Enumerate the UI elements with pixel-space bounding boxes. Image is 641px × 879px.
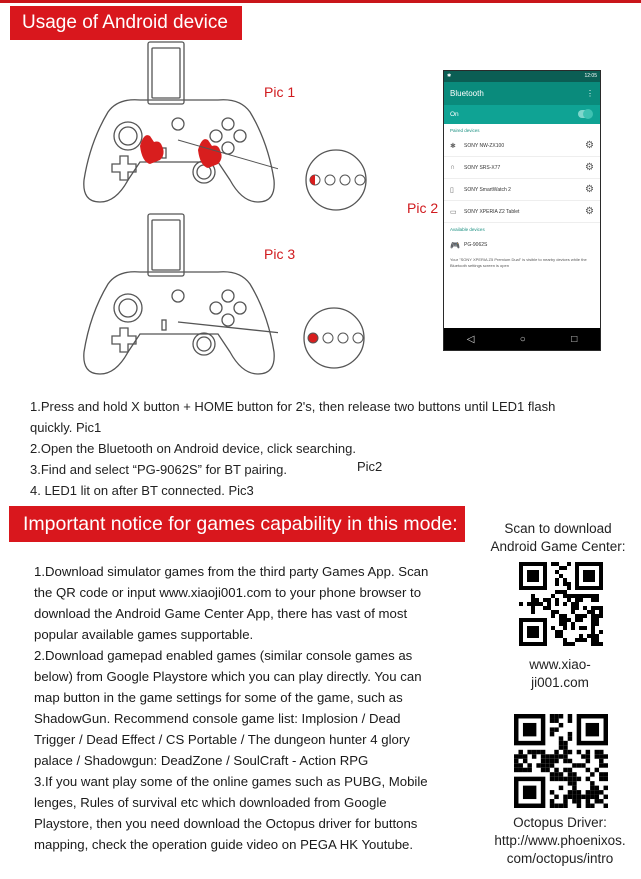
gear-icon[interactable]: ⚙: [585, 206, 594, 217]
notice-line: ShadowGun. Recommend console game list: Implosion / Dead: [34, 711, 401, 726]
octopus-line: com/octopus/intro: [506, 851, 614, 866]
qr-code-octopus-driver: [514, 714, 608, 808]
available-device-row[interactable]: [444, 234, 600, 256]
recents-icon[interactable]: □: [571, 333, 578, 345]
paired-device-name: SONY SRS-X77: [464, 164, 501, 171]
available-devices-header: Available devices: [450, 227, 485, 232]
qr-code-game-center: [519, 562, 603, 646]
usage-banner: Usage of Android device: [10, 6, 242, 40]
available-device-name: PG-9062S: [464, 242, 488, 248]
top-rule: [0, 0, 641, 3]
pic1-label: Pic 1: [264, 84, 296, 100]
notice-line: palace / Shadowgun: DeadZone / SoulCraft - Action RPG: [34, 753, 369, 768]
notice-line: Playstore, then you need download the Octopus driver for buttons: [34, 816, 418, 831]
octopus-line: http://www.phoenixos.: [494, 833, 626, 848]
pairing-instructions: [30, 396, 556, 501]
notice-line: map button in the game settings for some of the game, such as: [34, 690, 403, 705]
instruction-line: 2.Open the Bluetooth on Android device, click searching.: [30, 441, 356, 456]
visibility-note: Your "SONY XPERIA Z5 Premium Dual" is visible to nearby devices while the Bluetooth settings screen is open: [450, 257, 587, 268]
gear-icon[interactable]: ⚙: [585, 162, 594, 173]
gamepad-image-pic1: [78, 40, 278, 210]
android-bluetooth-screen: [443, 70, 601, 351]
url-line: ji001.com: [531, 675, 589, 690]
gear-icon[interactable]: ⚙: [585, 184, 594, 195]
bluetooth-on-label: On: [450, 111, 459, 118]
paired-device-row[interactable]: [444, 157, 600, 179]
bluetooth-toggle-row[interactable]: [444, 105, 600, 124]
tablet-icon: ▭: [450, 208, 457, 216]
watch-icon: ▯: [450, 186, 454, 194]
scan-caption: [478, 520, 638, 556]
scan-caption-line: Scan to download: [504, 521, 612, 536]
pic3-label: Pic 3: [264, 246, 296, 262]
notice-line: below) from Google Playstore which you can play directly. You can: [34, 669, 422, 684]
game-center-url: [500, 656, 620, 692]
gamepad-icon: 🎮: [450, 240, 460, 250]
bluetooth-icon: ✱: [450, 142, 456, 150]
led-indicator-pic1: [300, 148, 372, 212]
instruction-line: quickly. Pic1: [30, 420, 102, 435]
gear-icon[interactable]: ⚙: [585, 140, 594, 151]
bluetooth-status-icon: ✱: [447, 73, 452, 79]
overflow-menu-icon[interactable]: ⋮: [586, 89, 594, 98]
paired-device-name: SONY SmartWatch 2: [464, 186, 511, 193]
octopus-driver-caption: [480, 814, 640, 868]
games-notice-body: [34, 561, 459, 855]
paired-device-name: SONY XPERIA Z2 Tablet: [464, 208, 520, 215]
bluetooth-toggle-switch[interactable]: [578, 110, 592, 118]
notice-line: 2.Download gamepad enabled games (similar console games as: [34, 648, 413, 663]
octopus-line: Octopus Driver:: [513, 815, 607, 830]
paired-device-row[interactable]: [444, 135, 600, 157]
home-icon[interactable]: ○: [519, 333, 526, 345]
paired-device-row[interactable]: [444, 201, 600, 223]
phone-app-title: Bluetooth: [450, 89, 484, 98]
phone-clock: 12:05: [584, 73, 597, 79]
phone-status-bar: [444, 71, 600, 82]
notice-line: download the Android Game Center App, there has vast of most: [34, 606, 408, 621]
notice-line: lenges, Rules of survival etc which downloaded from Google: [34, 795, 387, 810]
back-icon[interactable]: ◁: [466, 333, 475, 345]
notice-line: popular available games supportable.: [34, 627, 254, 642]
notice-line: 3.If you want play some of the online games such as PUBG, Mobile: [34, 774, 428, 789]
led-indicator-pic3: [298, 306, 370, 370]
notice-line: the QR code or input www.xiaoji001.com to your phone browser to: [34, 585, 422, 600]
paired-device-row[interactable]: [444, 179, 600, 201]
url-line: www.xiao-: [529, 657, 591, 672]
notice-line: mapping, check the operation guide video on PEGA HK Youtube.: [34, 837, 414, 852]
headphones-icon: ∩: [450, 164, 456, 171]
notice-banner: Important notice for games capability in this mode:: [9, 506, 465, 542]
paired-devices-header: Paired devices: [450, 128, 480, 133]
phone-app-bar: [444, 82, 600, 105]
gamepad-image-pic3: [78, 212, 278, 382]
scan-caption-line: Android Game Center:: [490, 539, 626, 554]
instruction-line: 3.Find and select “PG-9062S” for BT pairing.: [30, 462, 287, 477]
notice-line: Trigger / Dead Effect / CS Portable / The dungeon hunter 4 glory: [34, 732, 410, 747]
pic2-label: Pic 2: [407, 200, 439, 216]
instruction-line: 4. LED1 lit on after BT connected. Pic3: [30, 483, 254, 498]
instruction-line: 1.Press and hold X button + HOME button for 2's, then release two buttons until LED1 flash: [30, 399, 556, 414]
paired-device-name: SONY NW-ZX100: [464, 142, 505, 149]
pic2-inline-ref: Pic2: [357, 459, 383, 474]
phone-nav-bar: [444, 328, 600, 350]
notice-line: 1.Download simulator games from the third party Games App. Scan: [34, 564, 429, 579]
